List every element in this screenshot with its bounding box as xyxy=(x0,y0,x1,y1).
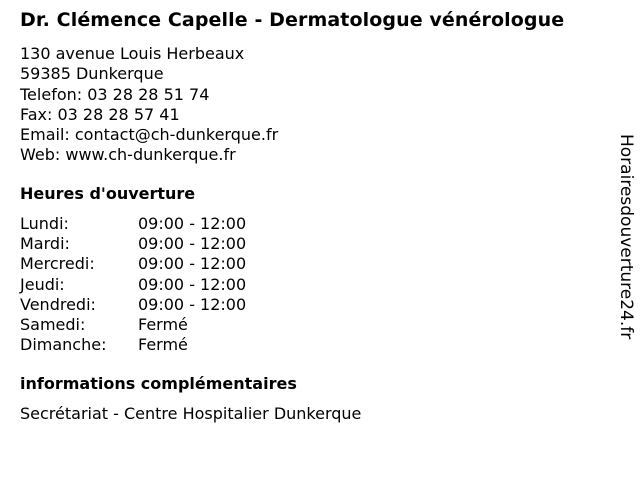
hours-day-label: Mercredi: xyxy=(20,254,95,274)
hours-day-label: Vendredi: xyxy=(20,294,96,314)
page-title: Dr. Clémence Capelle - Dermatologue vénérologue xyxy=(20,9,565,31)
email-line: Email: contact@ch-dunkerque.fr xyxy=(20,125,279,145)
hours-time-value: Fermé xyxy=(138,314,188,334)
additional-info-heading: informations complémentaires xyxy=(20,374,297,393)
hours-time-value: 09:00 - 12:00 xyxy=(138,234,247,254)
opening-hours-heading: Heures d'ouverture xyxy=(20,184,196,203)
contact-block xyxy=(20,44,278,166)
hours-time-value: 09:00 - 12:00 xyxy=(138,214,247,233)
address-city: 59385 Dunkerque xyxy=(20,64,164,84)
hours-day-label: Samedi: xyxy=(20,314,86,334)
hours-time-value: 09:00 - 12:00 xyxy=(138,254,247,274)
fax-line: Fax: 03 28 28 57 41 xyxy=(20,104,180,124)
hours-time-value: Fermé xyxy=(138,335,188,355)
hours-day-label: Dimanche: xyxy=(20,335,107,355)
hours-day-label: Lundi: xyxy=(20,214,69,233)
address-street: 130 avenue Louis Herbeaux xyxy=(20,44,245,63)
hours-day-label: Jeudi: xyxy=(20,274,65,294)
site-watermark: Horairesdouverture24.fr xyxy=(616,134,636,340)
hours-time-value: 09:00 - 12:00 xyxy=(138,274,247,294)
additional-info-text: Secrétariat - Centre Hospitalier Dunkerque xyxy=(20,404,362,423)
hours-time-value: 09:00 - 12:00 xyxy=(138,294,247,314)
phone-line: Telefon: 03 28 28 51 74 xyxy=(20,84,210,104)
web-line: Web: www.ch-dunkerque.fr xyxy=(20,145,236,165)
hours-day-label: Mardi: xyxy=(20,234,70,254)
